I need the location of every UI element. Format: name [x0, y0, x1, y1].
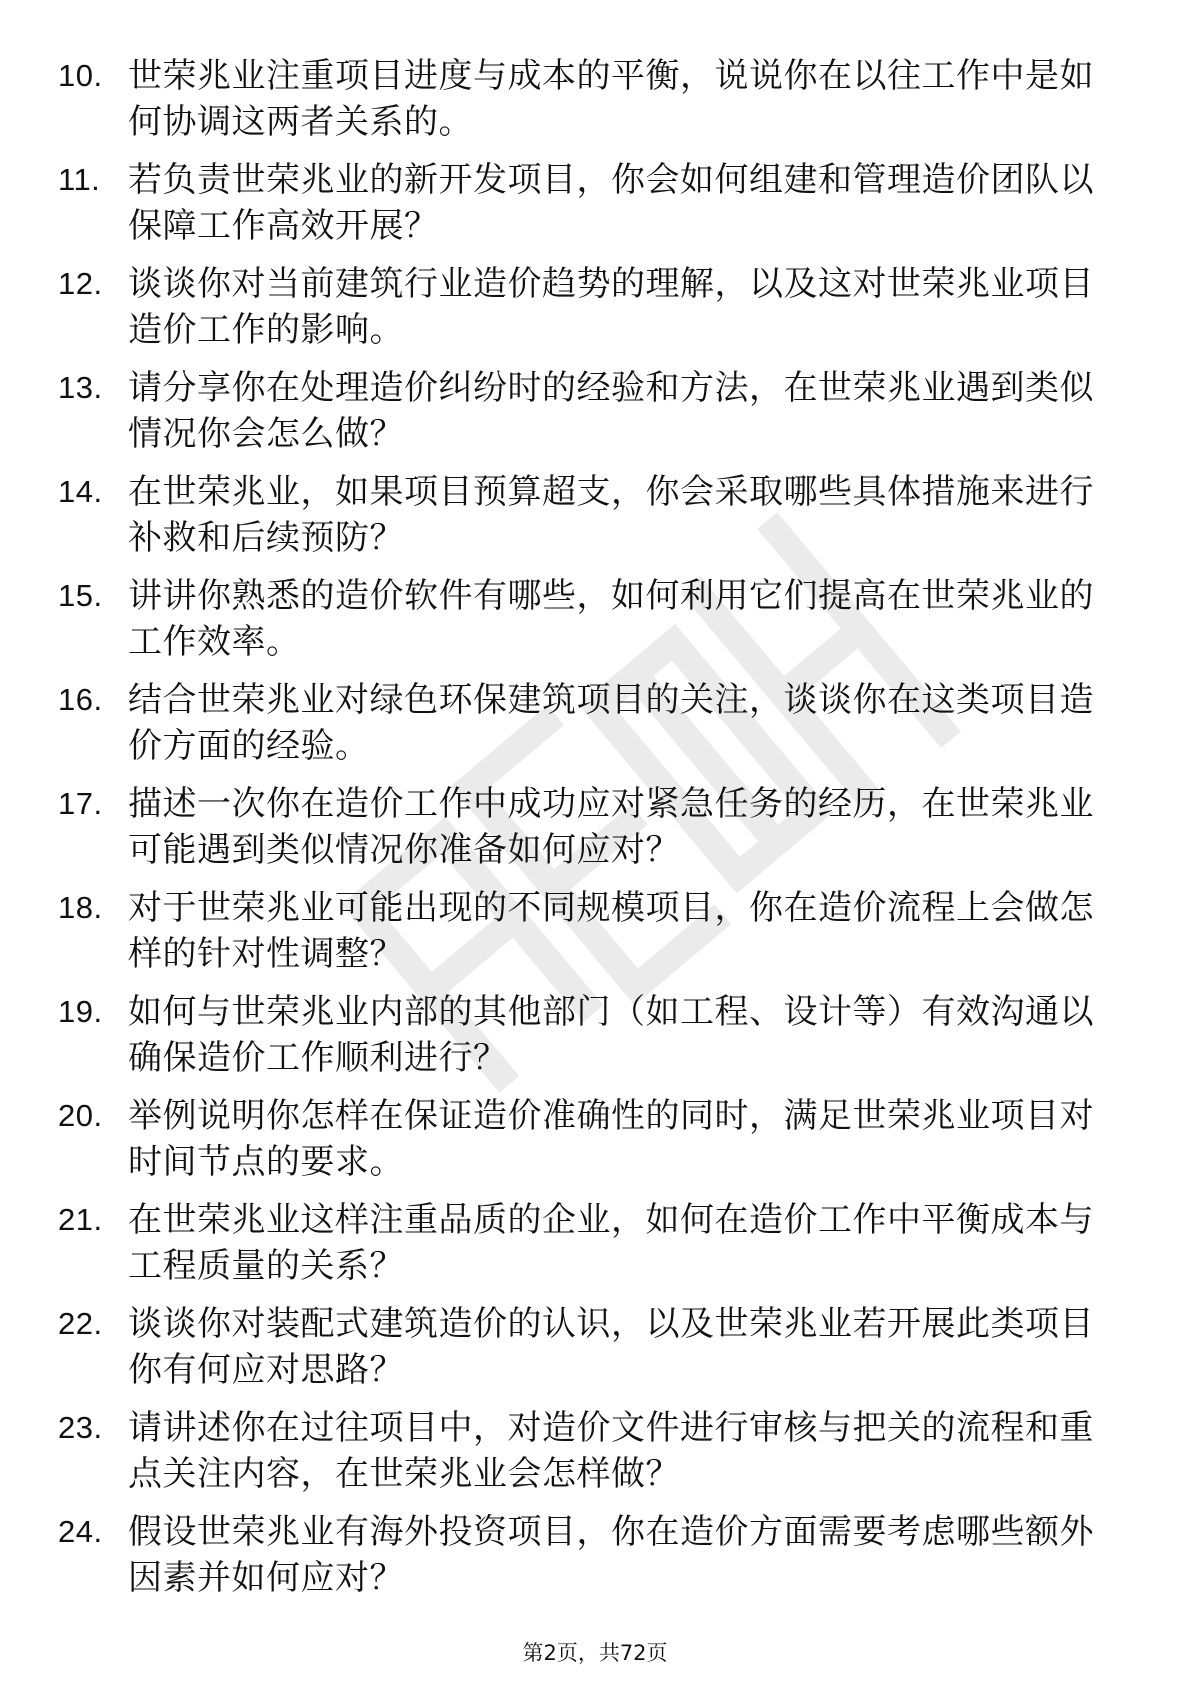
- question-item: [58, 469, 1118, 573]
- question-item: [58, 677, 1118, 781]
- question-text: 如何与世荣兆业内部的其他部门（如工程、设计等）有效沟通以确保造价工作顺利进行？: [128, 992, 1094, 1078]
- question-number: 19.: [58, 994, 103, 1029]
- question-item: [58, 53, 1118, 157]
- question-text: 世荣兆业注重项目进度与成本的平衡，说说你在以往工作中是如何协调这两者关系的。: [128, 56, 1094, 142]
- question-number: 17.: [58, 786, 103, 821]
- question-item: [58, 1197, 1118, 1301]
- question-number: 22.: [58, 1306, 103, 1341]
- question-number: 16.: [58, 682, 103, 717]
- question-number: 20.: [58, 1098, 103, 1133]
- question-item: [58, 365, 1118, 469]
- question-text: 在世荣兆业这样注重品质的企业，如何在造价工作中平衡成本与工程质量的关系？: [128, 1200, 1094, 1286]
- question-number: 14.: [58, 474, 103, 509]
- question-item: [58, 1509, 1118, 1613]
- question-text: 对于世荣兆业可能出现的不同规模项目，你在造价流程上会做怎样的针对性调整？: [128, 888, 1094, 974]
- question-text: 谈谈你对当前建筑行业造价趋势的理解，以及这对世荣兆业项目造价工作的影响。: [128, 264, 1094, 350]
- question-item: [58, 1093, 1118, 1197]
- question-item: [58, 573, 1118, 677]
- question-number: 12.: [58, 266, 103, 301]
- question-item: [58, 989, 1118, 1093]
- question-text: 若负责世荣兆业的新开发项目，你会如何组建和管理造价团队以保障工作高效开展？: [128, 160, 1094, 246]
- question-number: 15.: [58, 578, 103, 613]
- question-text: 请分享你在处理造价纠纷时的经验和方法，在世荣兆业遇到类似情况你会怎么做？: [128, 368, 1094, 454]
- question-text: 结合世荣兆业对绿色环保建筑项目的关注，谈谈你在这类项目造价方面的经验。: [128, 680, 1094, 766]
- question-item: [58, 1301, 1118, 1405]
- question-list: [58, 53, 1118, 1613]
- page-indicator: 第2页，共72页: [522, 1641, 668, 1665]
- question-item: [58, 781, 1118, 885]
- question-text: 讲讲你熟悉的造价软件有哪些，如何利用它们提高在世荣兆业的工作效率。: [128, 576, 1094, 662]
- question-number: 13.: [58, 370, 103, 405]
- question-number: 24.: [58, 1514, 103, 1549]
- question-text: 假设世荣兆业有海外投资项目，你在造价方面需要考虑哪些额外因素并如何应对？: [128, 1512, 1094, 1598]
- question-number: 11.: [58, 162, 101, 197]
- question-number: 23.: [58, 1410, 103, 1445]
- question-item: [58, 157, 1118, 261]
- question-number: 21.: [58, 1202, 103, 1237]
- question-number: 18.: [58, 890, 103, 925]
- question-item: [58, 1405, 1118, 1509]
- question-item: [58, 261, 1118, 365]
- question-text: 请讲述你在过往项目中，对造价文件进行审核与把关的流程和重点关注内容，在世荣兆业会怎样做？: [128, 1408, 1094, 1494]
- question-text: 谈谈你对装配式建筑造价的认识，以及世荣兆业若开展此类项目你有何应对思路？: [128, 1304, 1094, 1390]
- question-text: 举例说明你怎样在保证造价准确性的同时，满足世荣兆业项目对时间节点的要求。: [128, 1096, 1094, 1182]
- question-number: 10.: [58, 58, 103, 93]
- question-text: 描述一次你在造价工作中成功应对紧急任务的经历，在世荣兆业可能遇到类似情况你准备如何应对？: [128, 784, 1094, 870]
- question-item: [58, 885, 1118, 989]
- question-text: 在世荣兆业，如果项目预算超支，你会采取哪些具体措施来进行补救和后续预防？: [128, 472, 1094, 558]
